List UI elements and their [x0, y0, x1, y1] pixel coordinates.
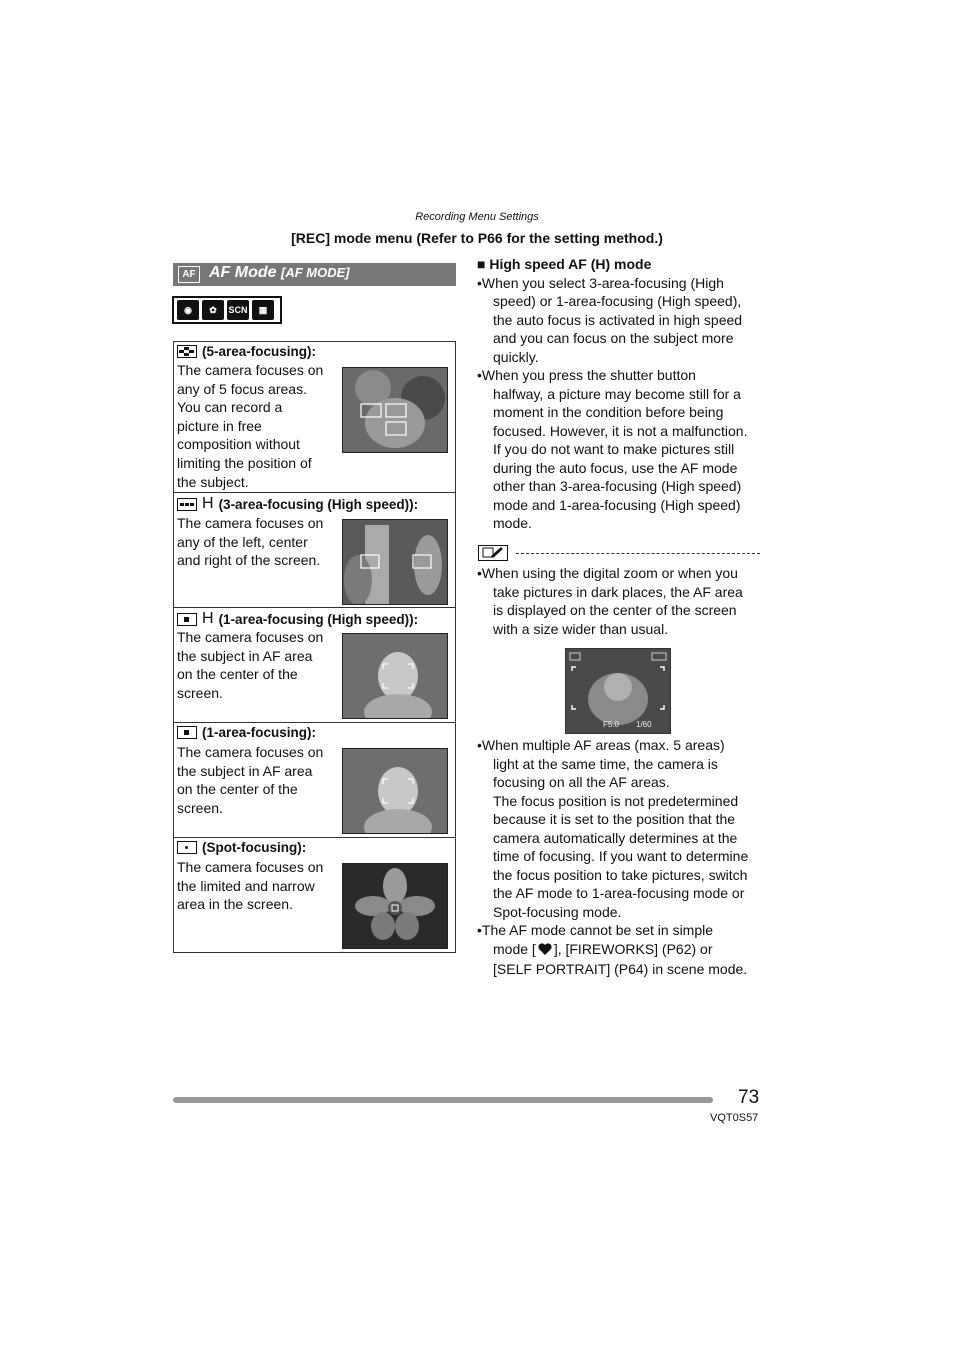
camera-mode-icon: ◉ [177, 300, 199, 320]
lcd-screen-example [565, 648, 671, 734]
af-mode-row [174, 723, 455, 838]
page-title: [REC] mode menu (Refer to P66 for the setting method.) [291, 230, 663, 246]
af-mode-title-main: AF Mode [209, 264, 281, 281]
one-area-example-photo [342, 748, 448, 834]
af-mode-description: The camera focuses on the limited and narrow area in the screen. [177, 859, 324, 913]
heart-icon [537, 942, 553, 961]
af-mode-row [174, 493, 455, 608]
one-area-focus-icon [177, 726, 197, 739]
af-mode-title: (5-area-focusing): [202, 344, 317, 359]
motion-picture-mode-icon: ▦ [252, 300, 274, 320]
bullet-item: •When you press the shutter button halfway, a picture may become still for a moment in the condition before being focused. However, it is not a malfunction. If you do not want to make pictures still during the auto focus, use the AF mode other than 3-area-focusing (High speed) mode and 1-area-focusing (High speed) mode. [477, 367, 748, 531]
three-area-example-photo [342, 519, 448, 605]
af-mode-row [174, 608, 455, 723]
af-mode-title: (3-area-focusing (High speed)): [218, 496, 419, 512]
af-mode-title: (1-area-focusing): [202, 725, 317, 740]
footer-bar [173, 1097, 713, 1103]
high-speed-h-icon: H [202, 610, 214, 627]
three-area-focus-icon [177, 498, 197, 511]
af-mode-title: (1-area-focusing (High speed)): [218, 611, 419, 627]
high-speed-af-section [477, 255, 759, 533]
applicable-modes [172, 296, 282, 324]
note-section [477, 564, 759, 638]
document-code: VQT0S57 [710, 1112, 759, 1124]
af-mode-description: The camera focuses on any of the left, center and right of the screen. [177, 515, 324, 569]
af-mode-heading [173, 263, 456, 286]
page-number: 73 [738, 1087, 760, 1108]
af-areas-section [477, 736, 759, 979]
af-icon: AF [178, 266, 200, 283]
section-heading: ■ High speed AF (H) mode [477, 256, 652, 272]
af-mode-description: The camera focuses on any of 5 focus areas. You can record a picture in free composition without limiting the position of the subject. [177, 362, 324, 490]
macro-mode-icon: ✿ [202, 300, 224, 320]
five-area-example-photo [342, 367, 448, 453]
af-mode-title [209, 264, 350, 282]
af-mode-title: (Spot-focusing): [202, 840, 307, 855]
bullet-item: •When multiple AF areas (max. 5 areas) light at the same time, the camera is focusing on all the AF areas. The focus position is not predetermined because it is set to the position that the camera automatically determines at the time of focusing. If you want to determine the focus position to take pictures, switch the AF mode to 1-area-focusing mode or Spot-focusing mode. [477, 737, 749, 920]
note-pencil-icon [478, 545, 508, 561]
bullet-item: •When using the digital zoom or when you take pictures in dark places, the AF area is displayed on the center of the screen with a size wider than usual. [477, 565, 743, 637]
af-mode-row [174, 838, 455, 952]
af-mode-description: The camera focuses on the subject in AF area on the center of the screen. [177, 744, 324, 816]
af-mode-title-sub: [AF MODE] [281, 265, 350, 280]
five-area-focus-icon [177, 345, 197, 358]
lcd-shutter-speed: 1/60 [636, 720, 652, 729]
one-area-focus-icon [177, 613, 197, 626]
bullet-item: •The AF mode cannot be set in simple mode [ ], [FIREWORKS] (P62) or [SELF PORTRAIT] (P64) in scene mode. [477, 922, 748, 977]
spot-focus-icon [177, 841, 197, 854]
high-speed-h-icon: H [202, 495, 214, 512]
af-mode-description: The camera focuses on the subject in AF area on the center of the screen. [177, 629, 324, 701]
lcd-aperture: F5.0 [603, 720, 620, 729]
bullet-item: •When you select 3-area-focusing (High speed) or 1-area-focusing (High speed), the auto focus is activated in high speed and you can focus on the subject more quickly. [477, 274, 743, 365]
one-area-hs-example-photo [342, 633, 448, 719]
scene-mode-icon: SCN [227, 300, 249, 320]
note-divider [478, 545, 760, 563]
af-mode-row [174, 342, 455, 493]
section-label: Recording Menu Settings [415, 211, 539, 223]
af-modes-table [173, 341, 456, 953]
spot-example-photo [342, 863, 448, 949]
